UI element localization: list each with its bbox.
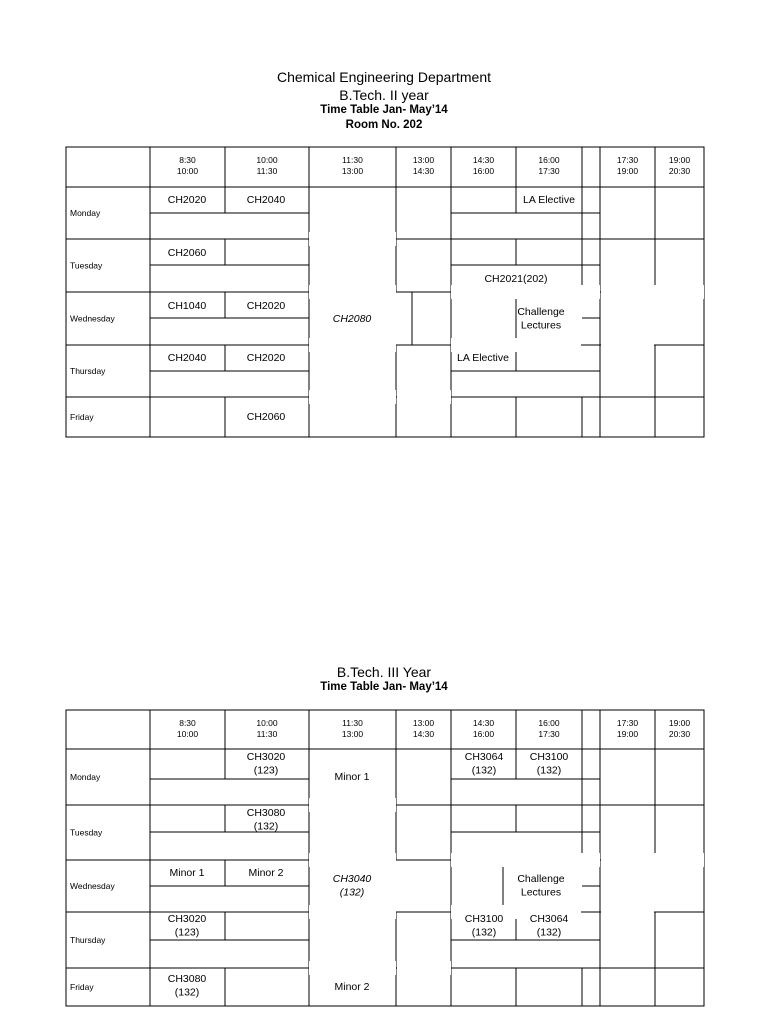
course-entry: CH2020 <box>246 300 286 312</box>
day-label: Friday <box>70 412 94 422</box>
time-slot-header: 19:00 20:30 <box>668 718 691 739</box>
course-entry: CH2020 <box>167 194 207 206</box>
merged-cell <box>309 853 396 867</box>
room-line: Room No. 202 <box>345 119 423 131</box>
course-entry: CH3080 (132) <box>246 807 286 833</box>
merged-cell <box>309 961 396 975</box>
merged-cell <box>397 961 451 975</box>
course-entry: CH3080 (132) <box>167 973 207 999</box>
course-entry: Minor 1 <box>169 867 205 879</box>
course-entry: CH2021(202) <box>484 273 548 285</box>
course-entry: Minor 2 <box>334 981 370 993</box>
course-entry: CH1040 <box>167 300 207 312</box>
day-label: Monday <box>70 772 101 782</box>
course-entry: LA Elective <box>523 194 575 206</box>
merged-cell <box>601 905 654 919</box>
day-label: Thursday <box>70 935 106 945</box>
course-entry: LA Elective <box>457 352 509 364</box>
time-slot-header: 17:30 19:00 <box>616 718 639 739</box>
merged-cell <box>451 853 600 867</box>
course-entry: CH2060 <box>167 247 207 259</box>
timetable-line-iii: Time Table Jan- May’14 <box>320 681 448 693</box>
year-title-ii: B.Tech. II year <box>339 87 429 103</box>
course-entry: CH3064 (132) <box>529 913 569 939</box>
course-entry: CH2040 <box>246 194 286 206</box>
time-slot-header: 17:30 19:00 <box>616 155 639 176</box>
course-entry: Minor 2 <box>248 867 284 879</box>
merged-cell <box>309 798 396 812</box>
department-title: Chemical Engineering Department <box>277 69 491 85</box>
course-entry: Challenge Lectures <box>517 873 565 899</box>
day-label: Wednesday <box>70 313 115 324</box>
course-entry: CH3040 (132) <box>332 873 372 899</box>
course-entry: CH3064 (132) <box>464 751 504 777</box>
year-title-iii: B.Tech. III Year <box>336 664 432 680</box>
day-label: Thursday <box>70 366 106 376</box>
time-slot-header: 13:00 14:30 <box>412 718 435 739</box>
course-entry: CH2020 <box>246 352 286 364</box>
merged-cell <box>601 853 704 867</box>
course-entry: CH3100 (132) <box>464 913 504 939</box>
course-entry: Challenge Lectures <box>517 306 565 332</box>
time-slot-header: 16:00 17:30 <box>538 718 560 739</box>
merged-cell <box>309 905 396 919</box>
time-slot-header: 19:00 20:30 <box>668 155 691 176</box>
course-entry: CH3020 (123) <box>246 751 286 777</box>
day-label: Wednesday <box>70 881 115 891</box>
course-entry: CH3100 (132) <box>529 751 569 777</box>
course-entry: CH3020 (123) <box>167 913 207 939</box>
time-slot-header: 16:00 17:30 <box>538 155 560 176</box>
time-slot-header: 11:30 13:00 <box>341 718 364 739</box>
time-slot-header: 10:00 11:30 <box>256 718 278 739</box>
time-slot-header: 14:30 16:00 <box>472 155 495 176</box>
time-slot-header: 8:30 10:00 <box>176 718 199 739</box>
time-slot-header: 11:30 13:00 <box>341 155 364 176</box>
timetable-line-ii: Time Table Jan- May’14 <box>320 104 448 116</box>
course-entry: CH2080 <box>332 313 372 325</box>
time-slot-header: 14:30 16:00 <box>472 718 495 739</box>
time-slot-header: 13:00 14:30 <box>412 155 435 176</box>
day-label: Tuesday <box>70 260 103 271</box>
time-slot-header: 10:00 11:30 <box>256 155 278 176</box>
course-entry: Minor 1 <box>334 771 370 783</box>
day-label: Tuesday <box>70 827 103 838</box>
time-slot-header: 8:30 10:00 <box>176 155 199 176</box>
day-label: Friday <box>70 982 94 992</box>
course-entry: CH2060 <box>246 411 286 423</box>
day-label: Monday <box>70 208 101 218</box>
course-entry: CH2040 <box>167 352 207 364</box>
